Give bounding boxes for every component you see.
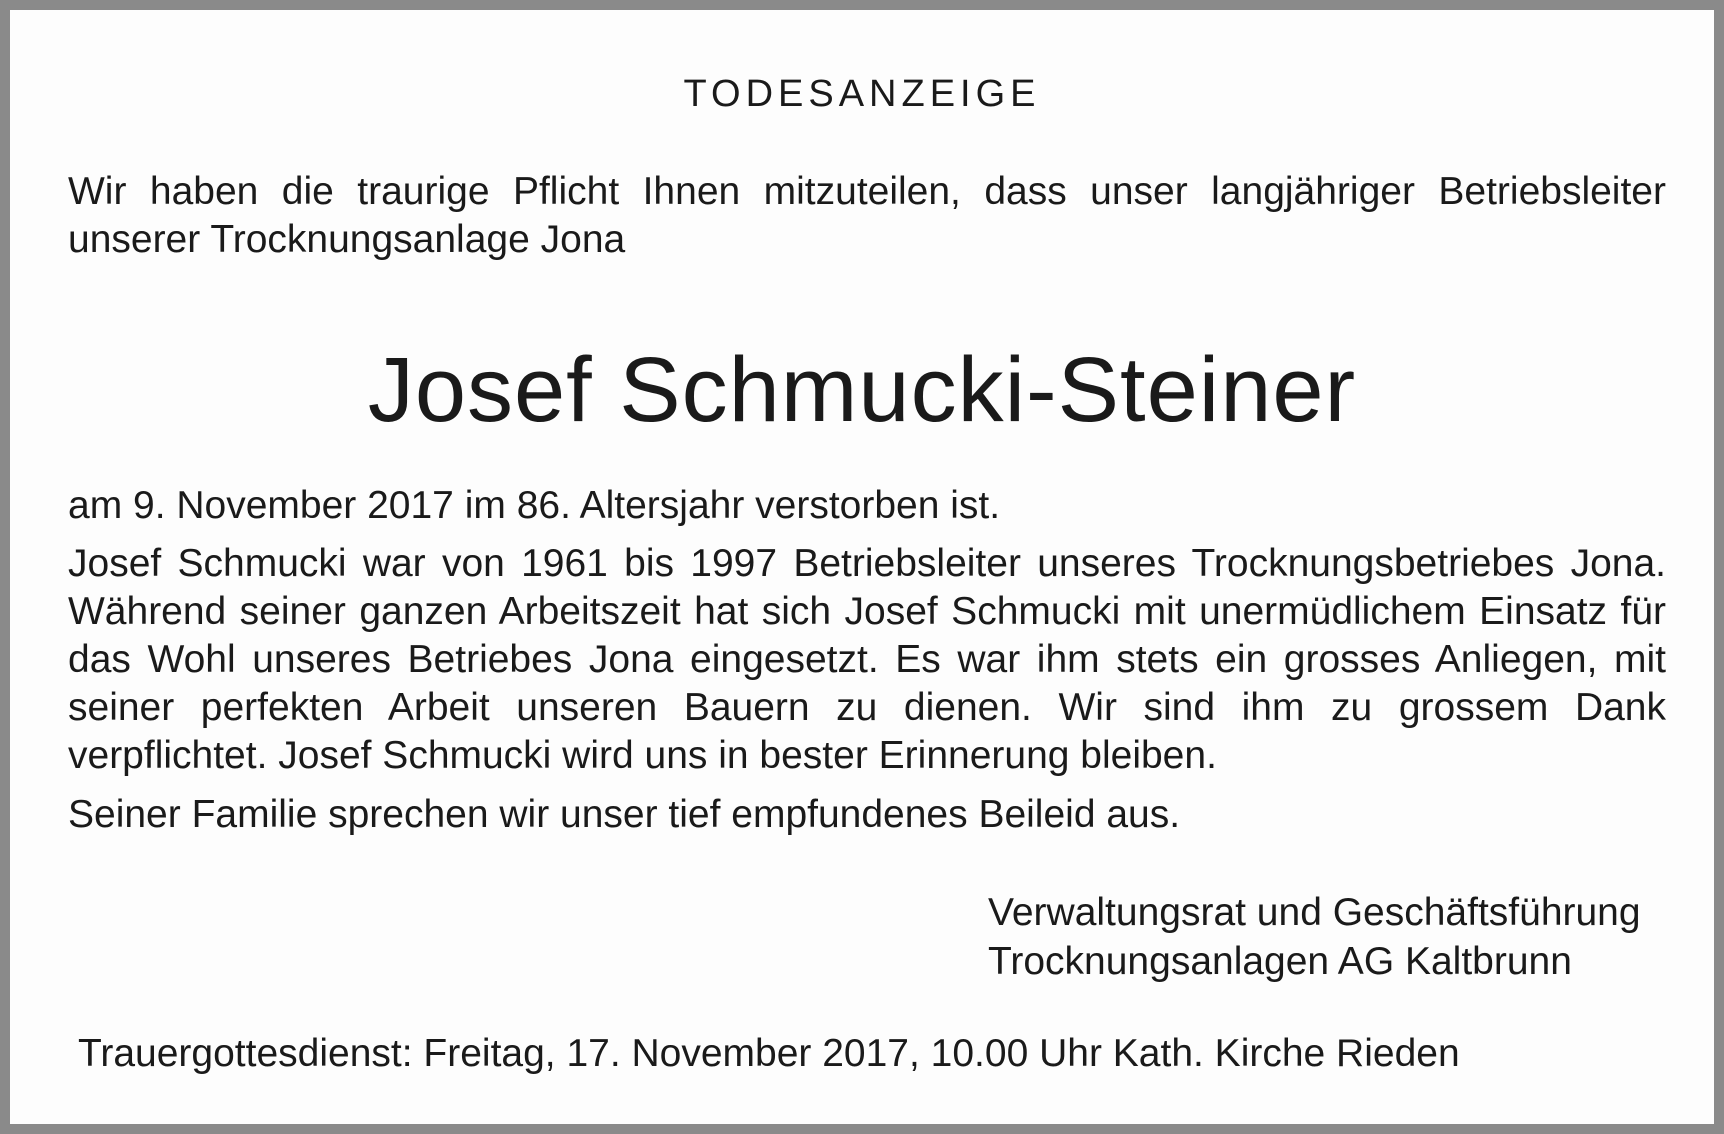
- deceased-name: Josef Schmucki-Steiner: [367, 339, 1357, 441]
- death-date-line: am 9. November 2017 im 86. Altersjahr verstorben ist.: [68, 484, 1001, 527]
- signature-block: [988, 888, 1641, 986]
- signature-line-board: Verwaltungsrat und Geschäftsführung: [988, 891, 1641, 934]
- intro-paragraph: Wir haben die traurige Pflicht Ihnen mitzuteilen, dass unser langjähriger Betriebsleiter unserer Trocknungsanlage Jona: [68, 170, 1666, 261]
- signature-line-company: Trocknungsanlagen AG Kaltbrunn: [988, 940, 1572, 983]
- notice-heading: TODESANZEIGE: [683, 73, 1041, 115]
- biography-paragraph: Josef Schmucki war von 1961 bis 1997 Betriebsleiter unseres Trocknungsbetriebes Jona. Während seiner ganzen Arbeitszeit hat sich Josef Schmucki mit unermüdlichem Einsatz für das Wohl unseres Betriebes Jona eingesetzt. Es war ihm stets ein grosses Anliegen, mit seiner perfekten Arbeit unseren Bauern zu dienen. Wir sind ihm zu grossem Dank verpflichtet. Josef Schmucki wird uns in bester Erinnerung bleiben.: [68, 542, 1666, 777]
- condolence-line: Seiner Familie sprechen wir unser tief empfundenes Beileid aus.: [68, 793, 1181, 836]
- funeral-service-line: Trauergottesdienst: Freitag, 17. November 2017, 10.00 Uhr Kath. Kirche Rieden: [78, 1032, 1460, 1075]
